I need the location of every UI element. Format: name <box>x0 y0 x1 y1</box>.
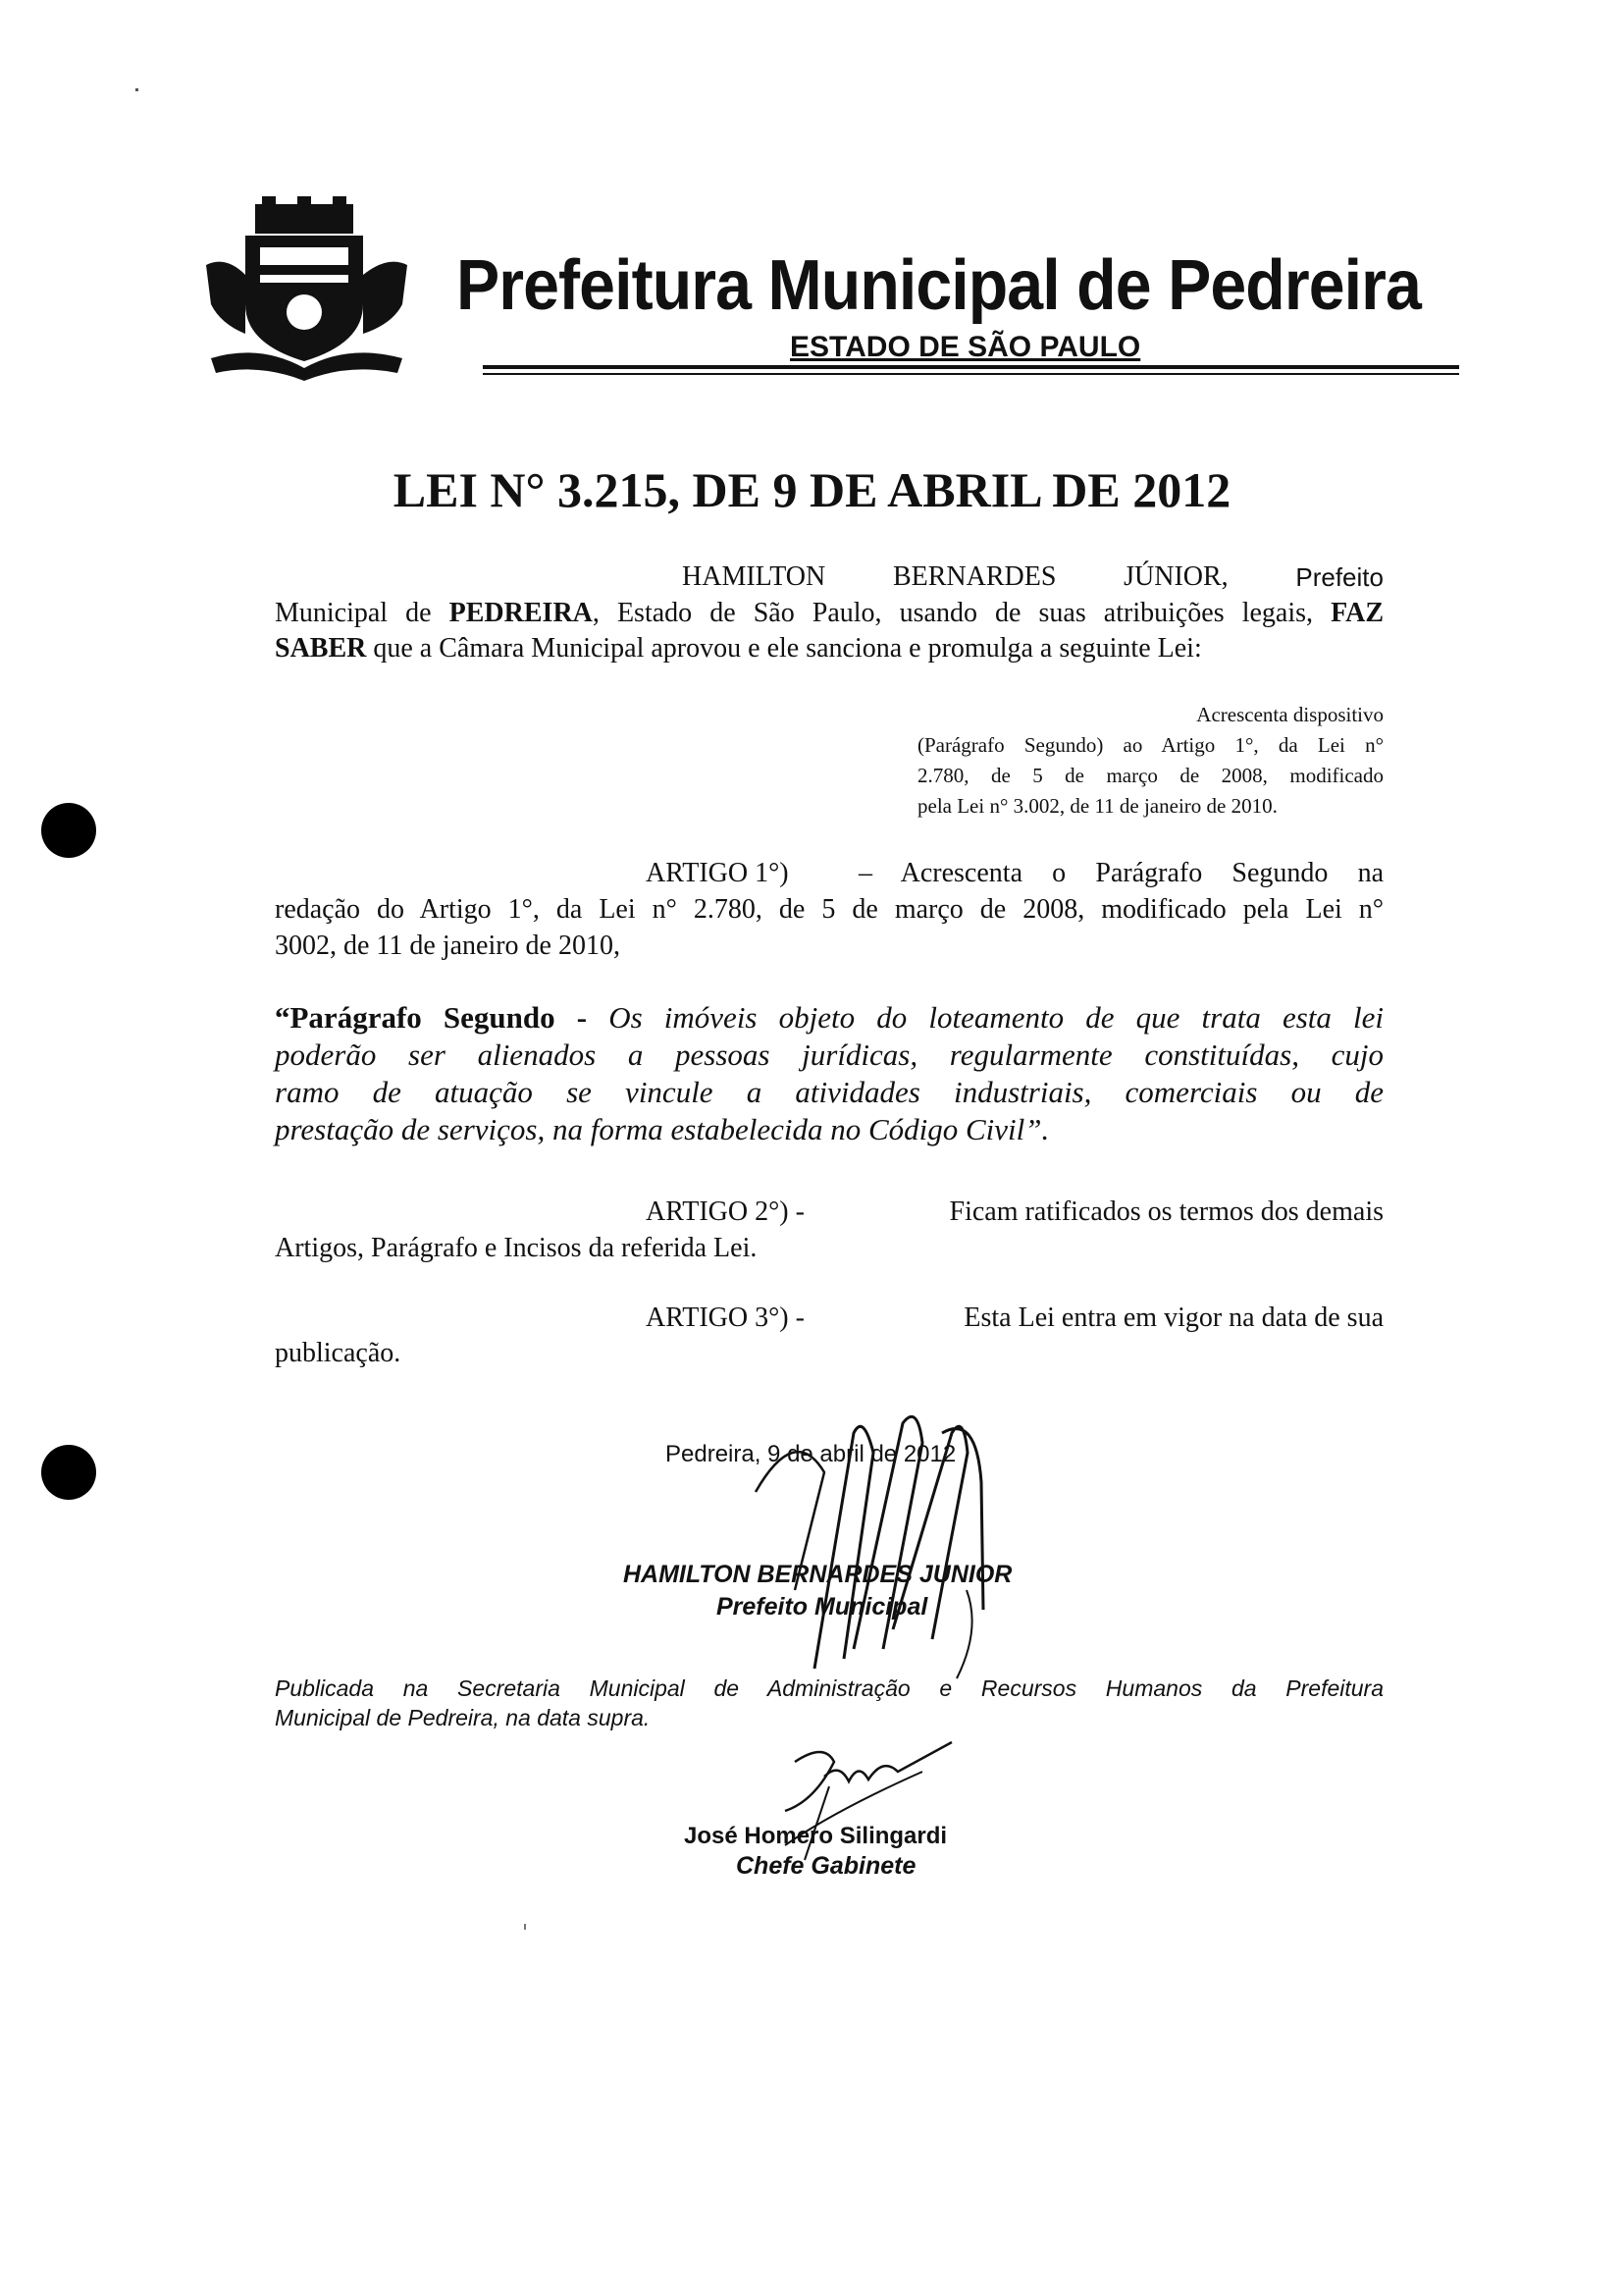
paragraph2-label: “Parágrafo Segundo - <box>275 1000 609 1035</box>
paragraph2-line4 <box>275 1111 1384 1147</box>
publication-line1: Publicada na Secretaria Municipal de Administração e Recursos Humanos da Prefeitura <box>275 1675 1384 1701</box>
mayor-signature-icon <box>736 1394 1011 1688</box>
article3-text1: Esta Lei entra em vigor na data de sua <box>964 1302 1384 1333</box>
paragraph2-line2 <box>275 1037 1384 1073</box>
article1-label: ARTIGO 1°) <box>646 858 789 888</box>
chief-title: Chefe Gabinete <box>736 1852 917 1880</box>
article3-label: ARTIGO 3°) - <box>646 1302 805 1333</box>
law-title: LEI N° 3.215, DE 9 DE ABRIL DE 2012 <box>393 462 1231 517</box>
preamble-faz: FAZ <box>1331 598 1384 628</box>
chief-name: José Homero Silingardi <box>684 1823 948 1849</box>
header-subtitle: ESTADO DE SÃO PAULO <box>790 331 1141 363</box>
article2-line1 <box>646 1195 1384 1230</box>
article2-line2: Artigos, Parágrafo e Incisos da referida Lei. <box>275 1233 758 1263</box>
preamble-line3 <box>275 631 1384 666</box>
paragraph2-line3 <box>275 1074 1384 1110</box>
preamble-role: Prefeito <box>1295 562 1384 592</box>
preamble-name: HAMILTON <box>682 561 826 592</box>
summary-line: pela Lei n° 3.002, de 11 de janeiro de 2010. <box>917 794 1278 818</box>
municipal-coat-of-arms-icon <box>201 196 412 383</box>
place-date: Pedreira, 9 de abril de 2012 <box>665 1441 957 1467</box>
preamble-municipal: Municipal de <box>275 598 449 628</box>
preamble-name3: JÚNIOR, <box>1124 561 1229 592</box>
preamble-line2 <box>275 596 1384 631</box>
summary-line: (Parágrafo Segundo) ao Artigo 1°, da Lei n° <box>917 733 1384 757</box>
header-rule <box>483 365 1459 369</box>
header-title: Prefeitura Municipal de Pedreira <box>456 246 1421 325</box>
preamble-city: PEDREIRA <box>448 598 593 628</box>
article2-text1: Ficam ratificados os termos dos demais <box>949 1196 1384 1227</box>
paragraph2-text1: Os imóveis objeto do loteamento de que trata esta lei <box>608 1000 1384 1035</box>
punch-hole-top <box>41 803 96 858</box>
mayor-name: HAMILTON BERNARDES JUNIOR <box>623 1561 1013 1588</box>
header-rule-thin <box>483 373 1459 375</box>
paragraph2-text4: prestação de serviços, na forma estabelecida no Código Civil”. <box>275 1112 1050 1146</box>
preamble-promulga: que a Câmara Municipal aprovou e ele sanciona e promulga a seguinte Lei: <box>366 633 1202 664</box>
preamble-saber: SABER <box>275 633 367 664</box>
preamble-attribs: , Estado de São Paulo, usando de suas atribuições legais, <box>592 598 1332 628</box>
article1-line2: redação do Artigo 1°, da Lei n° 2.780, de 5 de março de 2008, modificado pela Lei n° <box>275 894 1384 925</box>
article1-line3: 3002, de 11 de janeiro de 2010, <box>275 930 620 961</box>
article3-line2: publicação. <box>275 1338 401 1368</box>
summary-line: 2.780, de 5 de março de 2008, modificado <box>917 764 1384 787</box>
article3-line1 <box>646 1301 1384 1336</box>
mayor-title: Prefeito Municipal <box>716 1593 928 1621</box>
article1-line1 <box>646 856 1384 891</box>
article1-text1: – Acrescenta o Parágrafo Segundo na <box>859 858 1384 888</box>
publication-line2: Municipal de Pedreira, na data supra. <box>275 1705 651 1730</box>
preamble-name2: BERNARDES <box>892 561 1057 592</box>
summary-line: Acrescenta dispositivo <box>1196 703 1384 726</box>
scan-speck <box>135 88 138 91</box>
punch-hole-bottom <box>41 1445 96 1500</box>
scan-speck <box>524 1924 526 1930</box>
paragraph2-text3: ramo de atuação se vincule a atividades industriais, comerciais ou de <box>275 1075 1384 1109</box>
article2-label: ARTIGO 2°) - <box>646 1196 805 1227</box>
paragraph2-text2: poderão ser alienados a pessoas jurídicas, regularmente constituídas, cujo <box>275 1037 1384 1072</box>
summary-block <box>917 700 1384 822</box>
paragraph2-line1 <box>275 999 1384 1036</box>
preamble-line1 <box>682 559 1384 595</box>
